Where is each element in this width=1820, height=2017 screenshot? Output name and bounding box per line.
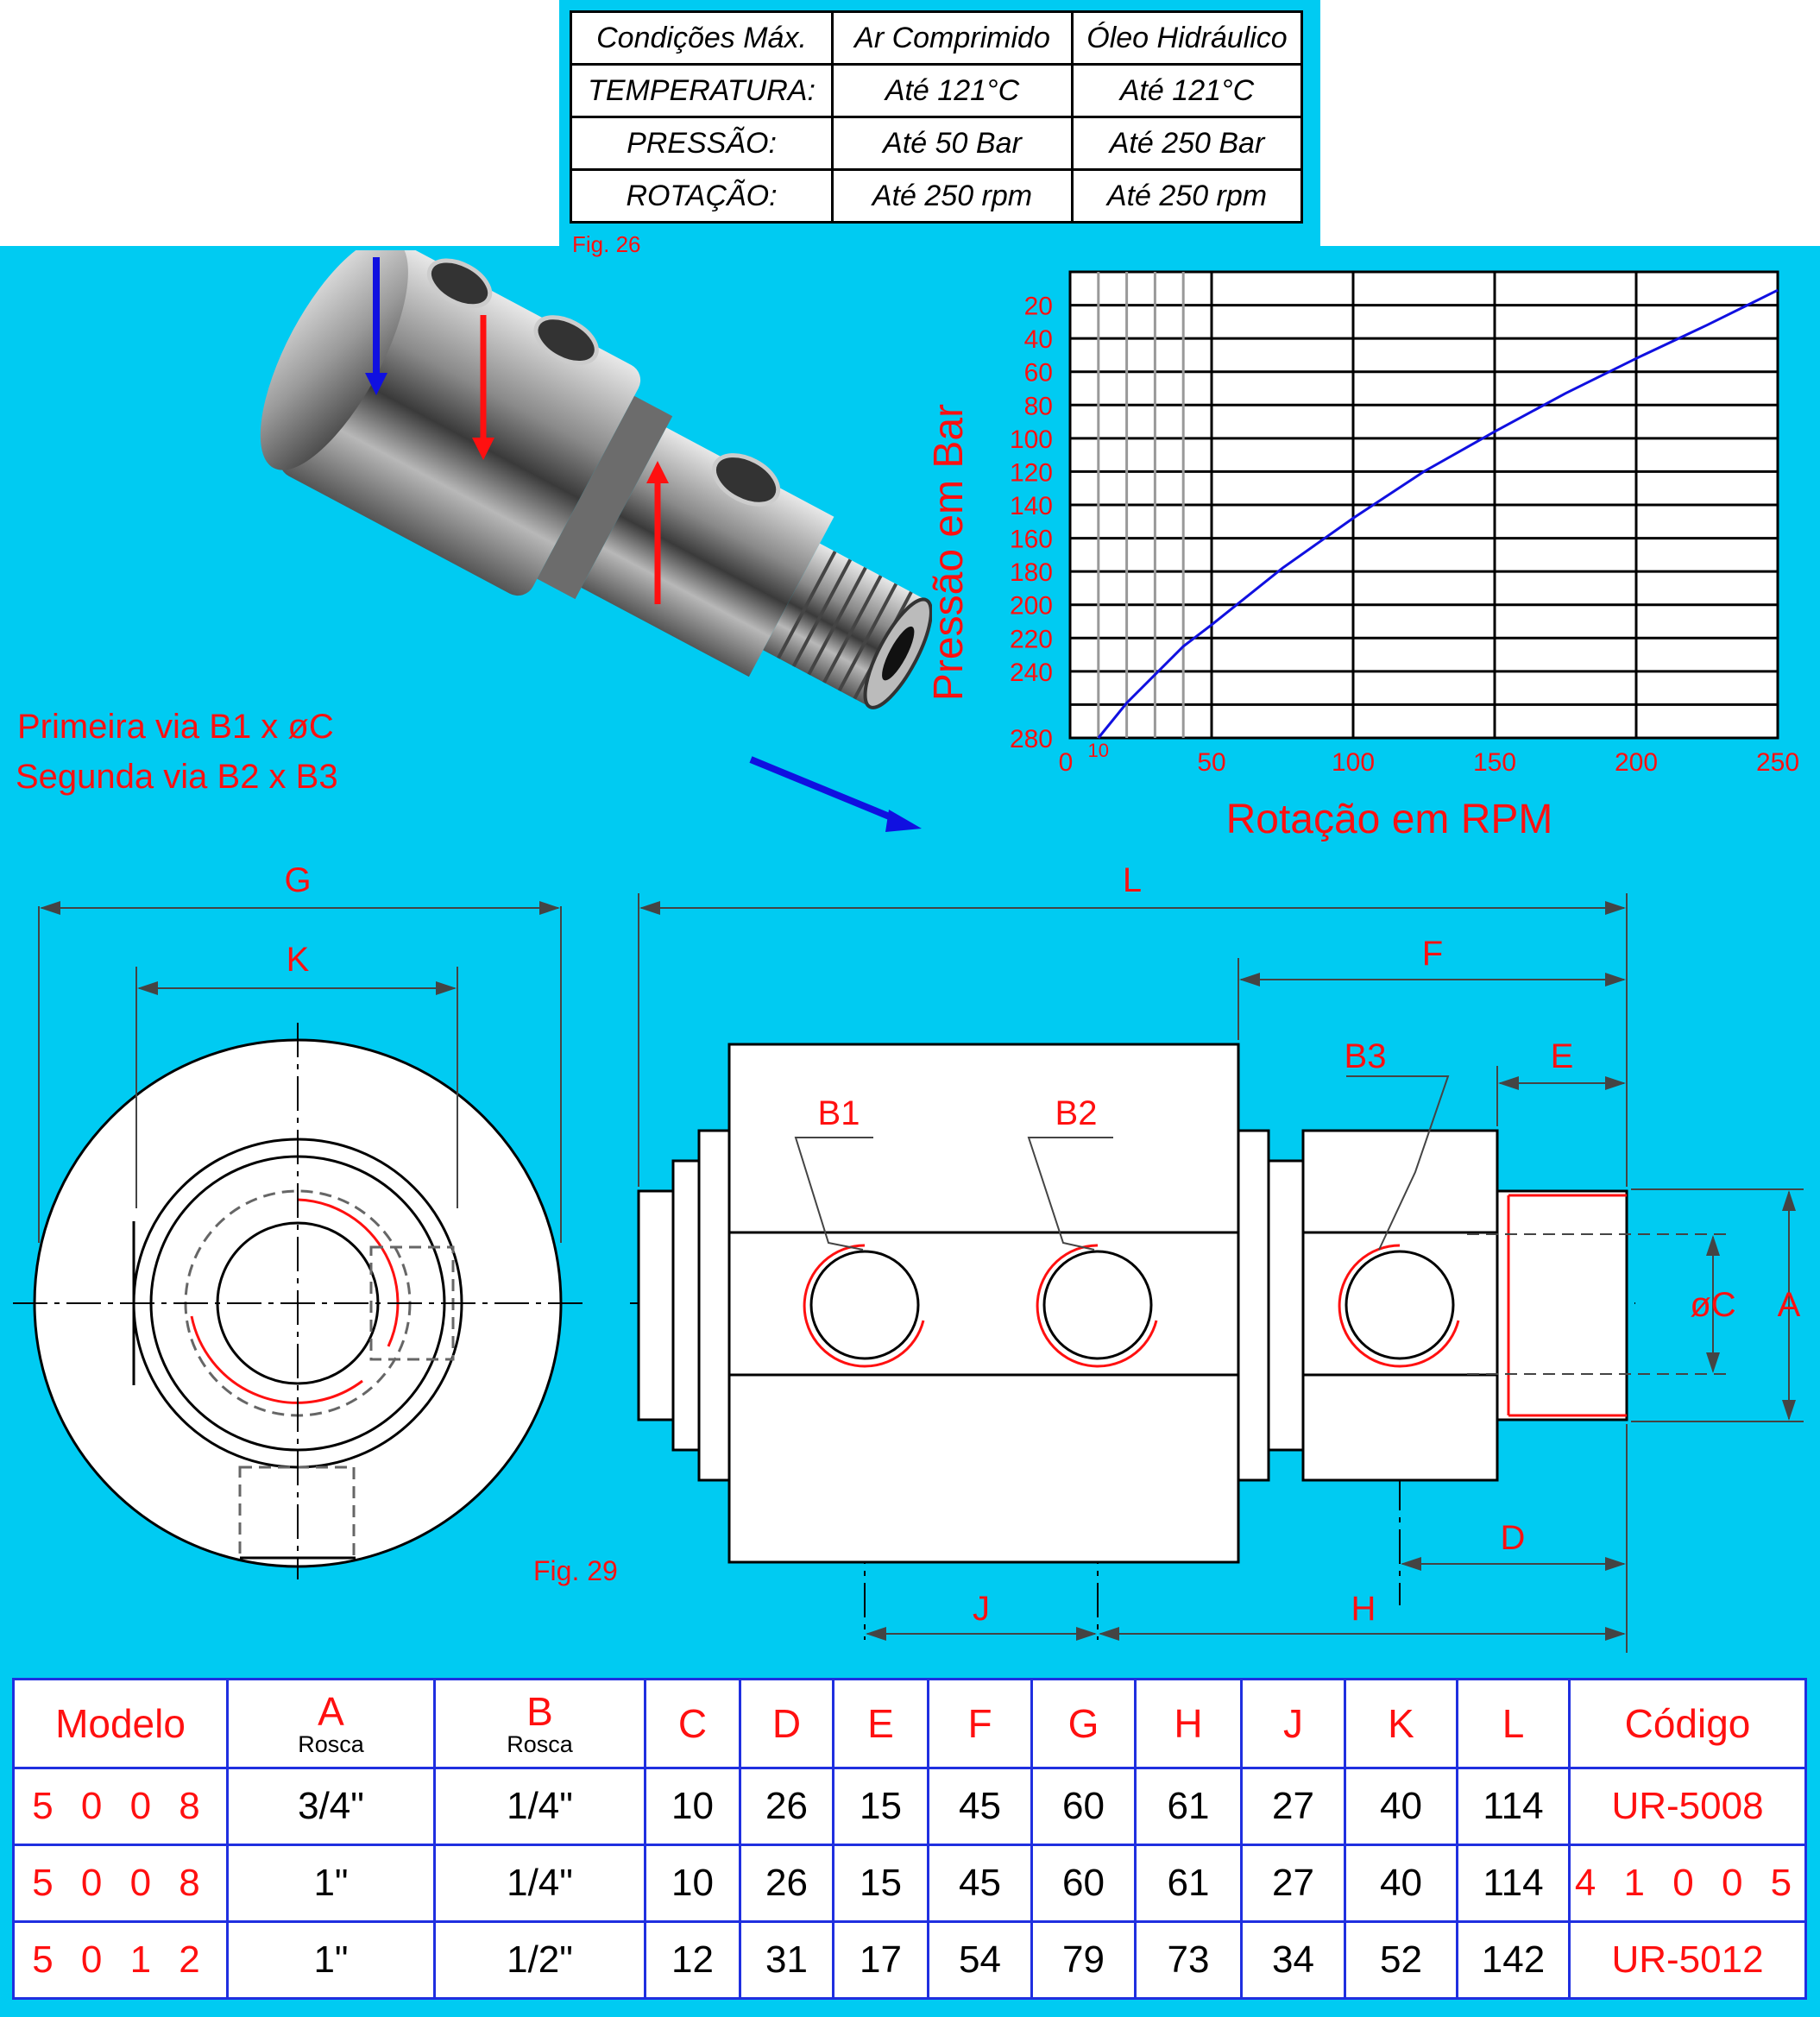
dimension-cell: 34 [1242,1922,1345,1999]
dim-label-oc: øC [1690,1286,1736,1324]
dim-label-a: A [1777,1286,1801,1324]
conditions-row [571,170,1302,223]
conditions-table [570,10,1303,224]
table-row [14,1768,1806,1845]
chart-y-tick-label: 80 [1023,392,1053,421]
dimension-cell: 73 [1136,1922,1242,1999]
dimension-cell: 1/2" [435,1922,646,1999]
model-table-header-cell [1136,1680,1242,1768]
model-table-header-cell [14,1680,228,1768]
chart-y-tick-label: 240 [1009,658,1053,687]
conditions-cell: Até 121°C [833,65,1073,117]
conditions-header-row [571,12,1302,65]
dimension-cell: 52 [1345,1922,1458,1999]
model-table-header-cell [646,1680,740,1768]
dim-label-f: F [1421,935,1444,973]
chart-y-tick-label: 100 [1009,425,1053,454]
model-table-header-cell [1570,1680,1806,1768]
chart-x-tick-label: 50 [1197,748,1226,777]
chart-y-axis-label: Pressão em Bar [926,403,972,702]
header-label: D [771,1701,802,1746]
dimension-cell: 1/4" [435,1845,646,1922]
dimension-cell: 1" [228,1922,435,1999]
chart-y-tick-label: 180 [1009,558,1053,588]
conditions-cell: Até 121°C [1073,65,1302,117]
conditions-cell: TEMPERATURA: [571,65,833,117]
header-label: Modelo [55,1701,186,1746]
table-row [14,1845,1806,1922]
chart-y-tick-label: 60 [1023,358,1053,388]
conditions-header-cell: Ar Comprimido [833,12,1073,65]
dimension-cell: 40 [1345,1845,1458,1922]
dimension-cell: 45 [929,1768,1032,1845]
model-table-header-cell [1242,1680,1345,1768]
chart-y-tick-label: 140 [1009,492,1053,520]
model-table-header-cell [228,1680,435,1768]
chart-y-tick-label: 40 [1023,325,1053,355]
chart-y-tick-label: 200 [1009,591,1053,621]
table-row [14,1922,1806,1999]
header-sublabel: Rosca [507,1730,573,1757]
dimension-cell: 1/4" [435,1768,646,1845]
dimension-cell: 10 [646,1768,740,1845]
dimension-cell: 60 [1032,1845,1136,1922]
model-table-header-cell [435,1680,646,1768]
model-table-header-cell [834,1680,929,1768]
header-label: F [967,1701,992,1746]
dimension-cell: 1" [228,1845,435,1922]
header-label: A [318,1688,344,1734]
conditions-cell: PRESSÃO: [571,117,833,170]
dimension-cell: 15 [834,1768,929,1845]
dimension-cell: 10 [646,1845,740,1922]
chart-y-tick-label: 20 [1023,292,1053,321]
model-table-header-cell [1345,1680,1458,1768]
chart-y-ticks [1010,293,1053,753]
conditions-cell: ROTAÇÃO: [571,170,833,223]
port-label-b1: B1 [817,1094,860,1132]
dimension-cell: 54 [929,1922,1032,1999]
model-table-header-cell [1032,1680,1136,1768]
header-sublabel: Rosca [298,1730,364,1757]
chart-x-tick-label: 0 [1058,748,1074,777]
header-label: G [1067,1701,1099,1746]
dimension-cell: 45 [929,1845,1032,1922]
dimension-cell: 17 [834,1922,929,1999]
chart-x-tick-label: 150 [1472,748,1517,777]
technical-drawing [0,854,1820,1674]
header-label: H [1174,1701,1203,1746]
chart-x-tick-label: 250 [1755,748,1800,777]
side-view [639,1044,1627,1562]
product-caption-line1: Primeira via B1 x øC [17,708,334,746]
chart-x-tick-label: 200 [1614,748,1659,777]
conditions-row [571,117,1302,170]
dimension-cell: 26 [740,1768,834,1845]
dimension-cell: 60 [1032,1768,1136,1845]
conditions-cell: Até 250 rpm [1073,170,1302,223]
pressure-rpm-chart [915,259,1817,854]
dim-label-l: L [1122,861,1143,899]
header-label: K [1388,1701,1414,1746]
dimension-cell: 61 [1136,1768,1242,1845]
dim-label-e: E [1550,1037,1574,1075]
dimension-cell: 40 [1345,1768,1458,1845]
conditions-cell: Até 250 Bar [1073,117,1302,170]
conditions-cell: Até 250 rpm [833,170,1073,223]
dimension-cell: 15 [834,1845,929,1922]
chart-x-axis-label: Rotação em RPM [1225,797,1553,842]
code-cell: 4 1 0 0 5 [1570,1845,1806,1922]
dim-label-h: H [1351,1590,1376,1628]
model-cell: 5 0 0 8 [14,1768,228,1845]
header-label: B [526,1688,553,1734]
dimension-cell: 26 [740,1845,834,1922]
conditions-header-cell: Óleo Hidráulico [1073,12,1302,65]
chart-x-tick-label: 10 [1087,740,1110,761]
chart-y-tick-label: 160 [1009,525,1053,554]
dim-label-k: K [286,941,310,979]
fig29-label: Fig. 29 [533,1555,618,1586]
dimension-cell: 31 [740,1922,834,1999]
chart-y-tick-label: 220 [1009,625,1053,654]
chart-x-tick-label: 100 [1331,748,1376,777]
model-table-body [14,1768,1806,1999]
header-label: L [1502,1701,1525,1746]
conditions-header-cell: Condições Máx. [571,12,833,65]
model-table-header-row [14,1680,1806,1768]
header-label: J [1283,1701,1303,1746]
conditions-cell: Até 50 Bar [833,117,1073,170]
dimension-cell: 12 [646,1922,740,1999]
port-label-b3: B3 [1344,1037,1387,1075]
header-label: E [867,1701,894,1746]
model-cell: 5 0 0 8 [14,1845,228,1922]
dimension-cell: 79 [1032,1922,1136,1999]
dim-label-g: G [284,861,312,899]
dim-label-j: J [973,1590,990,1628]
dimension-cell: 114 [1458,1768,1570,1845]
code-cell: UR-5012 [1570,1922,1806,1999]
dimension-cell: 142 [1458,1922,1570,1999]
conditions-row [571,65,1302,117]
chart-x-ticks [1059,740,1799,777]
dimension-cell: 61 [1136,1845,1242,1922]
chart-y-tick-label: 120 [1009,458,1053,488]
product-caption-line2: Segunda via B2 x B3 [16,758,338,796]
dim-label-d: D [1500,1519,1526,1557]
code-cell: UR-5008 [1570,1768,1806,1845]
model-table [12,1678,1807,2000]
header-label: C [677,1701,708,1746]
chart-y-tick-label: 280 [1009,725,1053,753]
dimension-cell: 27 [1242,1845,1345,1922]
model-cell: 5 0 1 2 [14,1922,228,1999]
dimension-cell: 114 [1458,1845,1570,1922]
model-table-header-cell [1458,1680,1570,1768]
port-label-b2: B2 [1055,1094,1098,1132]
dimension-cell: 27 [1242,1768,1345,1845]
header-label: Código [1624,1701,1751,1746]
fig26-label: Fig. 26 [572,231,641,257]
model-table-header-cell [740,1680,834,1768]
model-table-header-cell [929,1680,1032,1768]
dimension-cell: 3/4" [228,1768,435,1845]
